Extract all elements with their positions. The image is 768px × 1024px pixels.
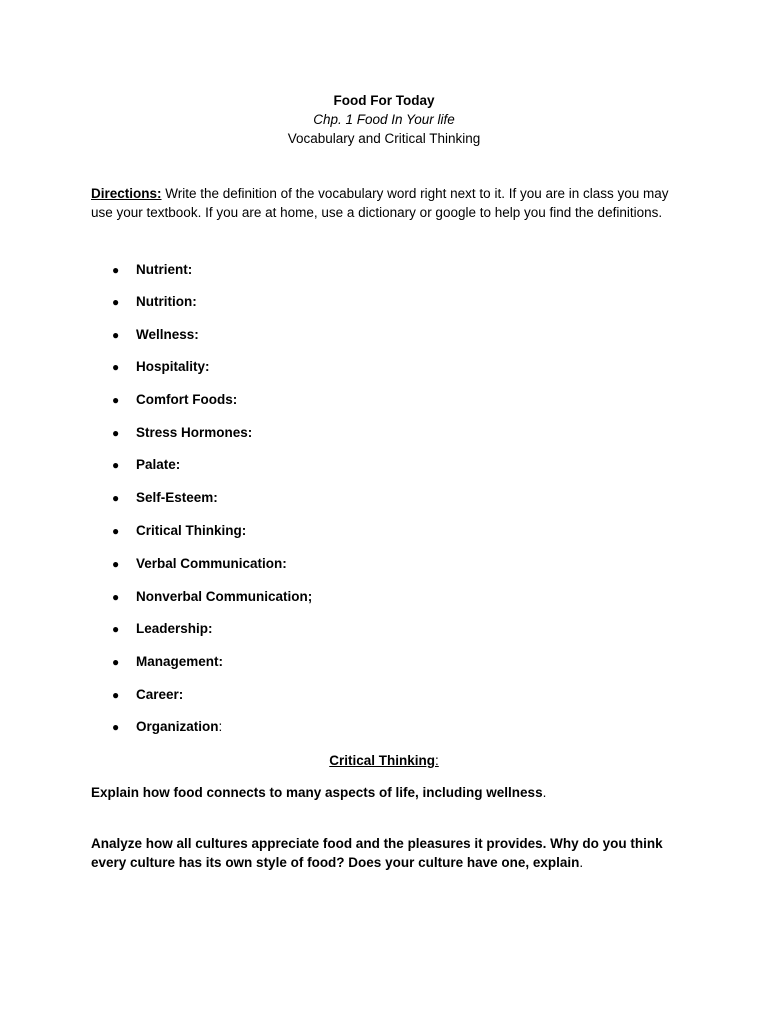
question-2 <box>91 835 691 872</box>
vocab-punct: : <box>175 457 181 472</box>
vocab-term: Verbal Communication <box>136 556 283 571</box>
directions-label: Directions: <box>91 186 162 201</box>
vocab-punct: : <box>241 523 247 538</box>
question-1 <box>91 784 691 803</box>
bullet-icon: ● <box>112 524 120 538</box>
bullet-icon: ● <box>112 263 120 277</box>
vocab-punct: : <box>194 327 199 342</box>
critical-thinking-heading-colon: : <box>435 753 439 768</box>
vocab-item <box>112 489 218 507</box>
question-1-text: Explain how food connects to many aspects of life, including wellness <box>91 785 543 800</box>
vocab-item <box>112 555 287 573</box>
vocab-term: Critical Thinking <box>136 523 242 538</box>
vocab-item <box>112 718 222 736</box>
vocab-item <box>112 653 223 671</box>
bullet-icon: ● <box>112 458 120 472</box>
vocab-term: Management <box>136 654 219 669</box>
vocab-punct: : <box>205 359 210 374</box>
bullet-icon: ● <box>112 426 120 440</box>
bullet-icon: ● <box>112 622 120 636</box>
bullet-icon: ● <box>112 295 120 309</box>
bullet-icon: ● <box>112 655 120 669</box>
vocab-punct: : <box>232 392 238 407</box>
vocab-punct: : <box>187 262 193 277</box>
vocab-punct: : <box>247 425 253 440</box>
vocab-term: Stress Hormones <box>136 425 248 440</box>
vocab-item <box>112 261 192 279</box>
vocab-punct: : <box>178 687 184 702</box>
vocab-term: Hospitality <box>136 359 206 374</box>
bullet-icon: ● <box>112 590 120 604</box>
vocab-item <box>112 620 213 638</box>
vocab-item <box>112 456 180 474</box>
vocab-item <box>112 326 199 344</box>
vocab-item <box>112 424 252 442</box>
vocab-term: Palate <box>136 457 176 472</box>
vocab-punct: : <box>213 490 218 505</box>
bullet-icon: ● <box>112 491 120 505</box>
vocab-term: Self-Esteem <box>136 490 214 505</box>
bullet-icon: ● <box>112 557 120 571</box>
vocab-item <box>112 522 246 540</box>
bullet-icon: ● <box>112 393 120 407</box>
directions-text: Write the definition of the vocabulary word right next to it. If you are in class you may use your textbook. If you are at home, use a dictionary or google to help you find the definitions. <box>91 186 669 220</box>
vocab-item <box>112 588 312 606</box>
document-title: Food For Today <box>333 93 435 108</box>
vocab-item <box>112 391 237 409</box>
vocab-punct: : <box>282 556 287 571</box>
vocab-term: Leadership <box>136 621 209 636</box>
vocab-term: Nutrient <box>136 262 188 277</box>
question-2-end: . <box>579 854 584 870</box>
vocab-punct: : <box>218 654 224 669</box>
vocab-term: Organization <box>136 719 219 734</box>
document-subtitle: Chp. 1 Food In Your life <box>313 112 455 127</box>
critical-thinking-heading <box>0 751 768 770</box>
question-2-text: Analyze how all cultures appreciate food and the pleasures it provides. Why do you think every culture has its own style of food? Does your culture have one, explain <box>91 836 663 870</box>
vocab-punct: ; <box>307 589 313 604</box>
vocab-punct: : <box>192 294 197 309</box>
critical-thinking-heading-text: Critical Thinking <box>329 753 435 768</box>
bullet-icon: ● <box>112 688 120 702</box>
title-block <box>0 91 768 148</box>
bullet-icon: ● <box>112 720 120 734</box>
vocab-term: Nonverbal Communication <box>136 589 308 604</box>
vocab-punct: : <box>208 621 213 636</box>
vocab-item <box>112 358 210 376</box>
vocab-term: Career <box>136 687 179 702</box>
directions-paragraph <box>91 185 671 222</box>
bullet-icon: ● <box>112 328 120 342</box>
document-heading: Vocabulary and Critical Thinking <box>287 131 481 146</box>
vocab-item <box>112 293 197 311</box>
question-1-end: . <box>542 785 547 800</box>
bullet-icon: ● <box>112 360 120 374</box>
vocab-term: Nutrition <box>136 294 193 309</box>
vocab-term: Comfort Foods <box>136 392 233 407</box>
vocab-punct: : <box>218 719 223 734</box>
vocab-term: Wellness <box>136 327 195 342</box>
vocab-item <box>112 686 183 704</box>
